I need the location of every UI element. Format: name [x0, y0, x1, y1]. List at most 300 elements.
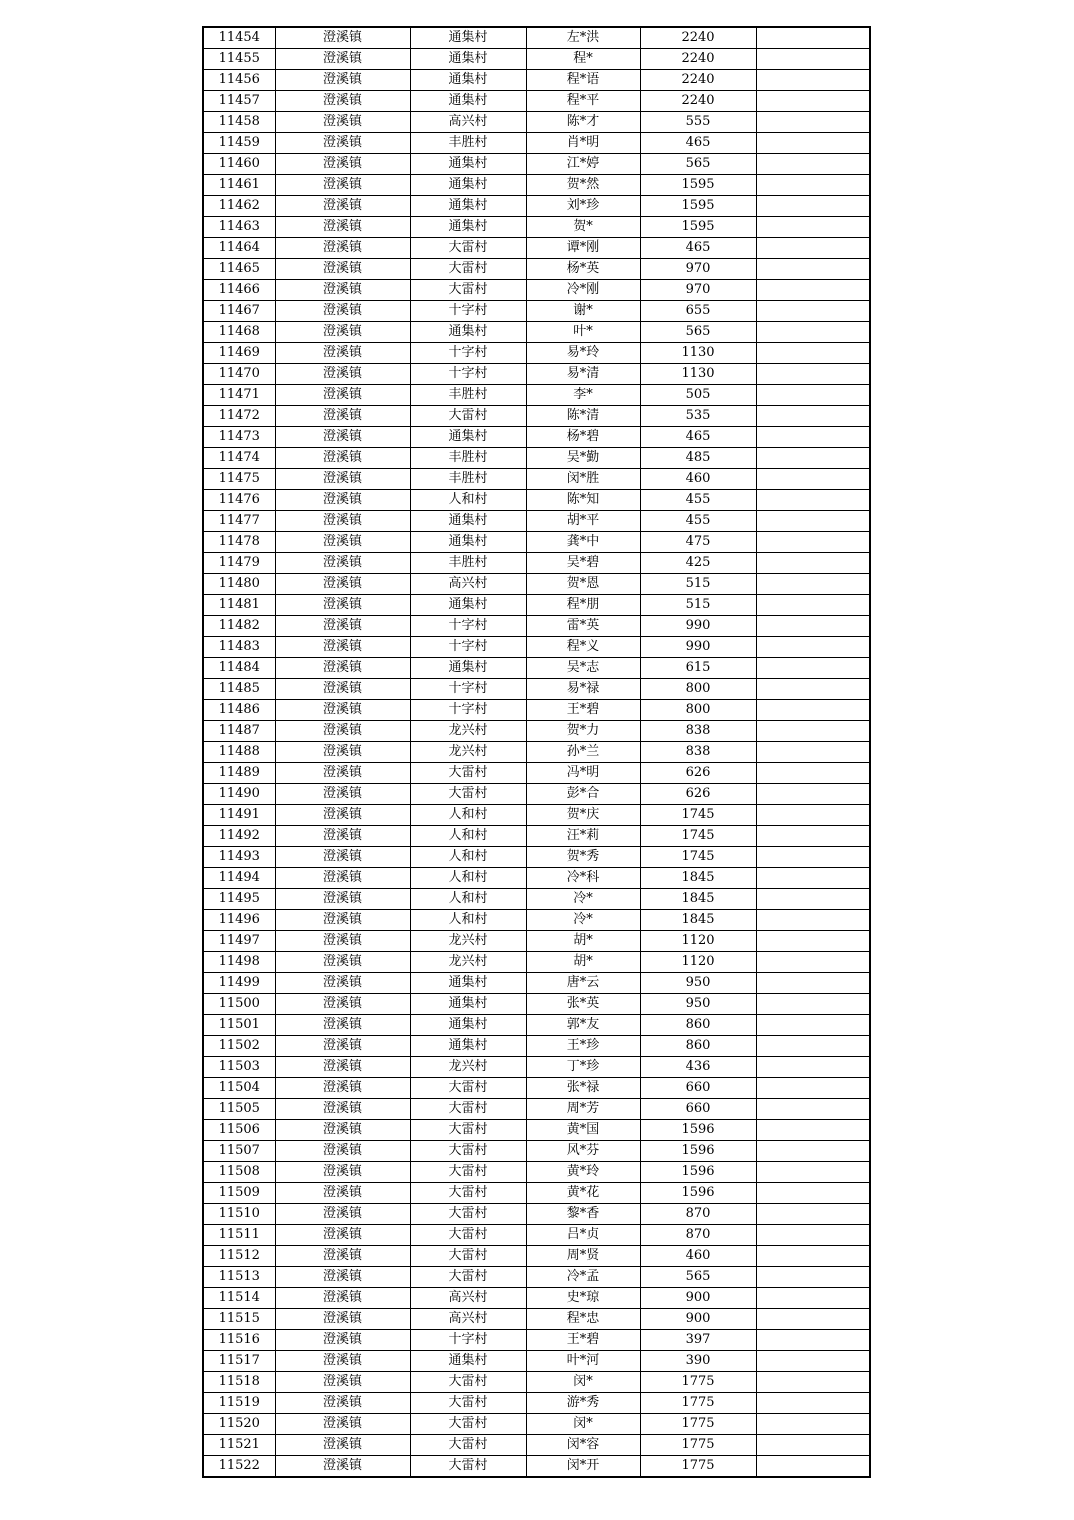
note-cell — [756, 952, 870, 973]
name-cell: 胡* — [526, 931, 640, 952]
village-cell: 丰胜村 — [410, 469, 526, 490]
village-cell: 大雷村 — [410, 1393, 526, 1414]
town-cell: 澄溪镇 — [275, 847, 410, 868]
name-cell: 冷* — [526, 910, 640, 931]
village-cell: 通集村 — [410, 658, 526, 679]
village-cell: 大雷村 — [410, 1183, 526, 1204]
village-cell: 通集村 — [410, 973, 526, 994]
amount-cell: 1775 — [640, 1372, 756, 1393]
village-cell: 人和村 — [410, 910, 526, 931]
name-cell: 易*清 — [526, 364, 640, 385]
table-row — [203, 175, 870, 196]
table-row — [203, 27, 870, 49]
serial-cell: 11463 — [203, 217, 275, 238]
amount-cell: 626 — [640, 784, 756, 805]
amount-cell: 460 — [640, 469, 756, 490]
note-cell — [756, 763, 870, 784]
town-cell: 澄溪镇 — [275, 490, 410, 511]
table-row — [203, 1393, 870, 1414]
town-cell: 澄溪镇 — [275, 1435, 410, 1456]
village-cell: 龙兴村 — [410, 742, 526, 763]
note-cell — [756, 574, 870, 595]
serial-cell: 11495 — [203, 889, 275, 910]
amount-cell: 565 — [640, 322, 756, 343]
name-cell: 闵*容 — [526, 1435, 640, 1456]
town-cell: 澄溪镇 — [275, 49, 410, 70]
name-cell: 闵* — [526, 1372, 640, 1393]
village-cell: 大雷村 — [410, 406, 526, 427]
name-cell: 贺*恩 — [526, 574, 640, 595]
table-row — [203, 1204, 870, 1225]
serial-cell: 11520 — [203, 1414, 275, 1435]
name-cell: 王*珍 — [526, 1036, 640, 1057]
amount-cell: 515 — [640, 574, 756, 595]
serial-cell: 11473 — [203, 427, 275, 448]
town-cell: 澄溪镇 — [275, 1141, 410, 1162]
serial-cell: 11512 — [203, 1246, 275, 1267]
town-cell: 澄溪镇 — [275, 1372, 410, 1393]
table-row — [203, 1351, 870, 1372]
name-cell: 冷* — [526, 889, 640, 910]
serial-cell: 11497 — [203, 931, 275, 952]
town-cell: 澄溪镇 — [275, 259, 410, 280]
town-cell: 澄溪镇 — [275, 196, 410, 217]
note-cell — [756, 1267, 870, 1288]
serial-cell: 11507 — [203, 1141, 275, 1162]
amount-cell: 900 — [640, 1288, 756, 1309]
village-cell: 人和村 — [410, 826, 526, 847]
amount-cell: 860 — [640, 1015, 756, 1036]
note-cell — [756, 112, 870, 133]
table-row — [203, 70, 870, 91]
town-cell: 澄溪镇 — [275, 1057, 410, 1078]
village-cell: 十字村 — [410, 364, 526, 385]
amount-cell: 455 — [640, 511, 756, 532]
amount-cell: 860 — [640, 1036, 756, 1057]
serial-cell: 11518 — [203, 1372, 275, 1393]
name-cell: 陈*才 — [526, 112, 640, 133]
amount-cell: 505 — [640, 385, 756, 406]
village-cell: 龙兴村 — [410, 931, 526, 952]
town-cell: 澄溪镇 — [275, 91, 410, 112]
note-cell — [756, 1288, 870, 1309]
name-cell: 陈*清 — [526, 406, 640, 427]
village-cell: 高兴村 — [410, 112, 526, 133]
table-row — [203, 700, 870, 721]
amount-cell: 950 — [640, 994, 756, 1015]
note-cell — [756, 238, 870, 259]
town-cell: 澄溪镇 — [275, 763, 410, 784]
table-row — [203, 511, 870, 532]
amount-cell: 1595 — [640, 217, 756, 238]
table-row — [203, 469, 870, 490]
note-cell — [756, 742, 870, 763]
note-cell — [756, 511, 870, 532]
note-cell — [756, 259, 870, 280]
note-cell — [756, 91, 870, 112]
table-row — [203, 1288, 870, 1309]
name-cell: 黄*玲 — [526, 1162, 640, 1183]
note-cell — [756, 658, 870, 679]
table-row — [203, 1162, 870, 1183]
table-row — [203, 112, 870, 133]
note-cell — [756, 1393, 870, 1414]
note-cell — [756, 1078, 870, 1099]
town-cell: 澄溪镇 — [275, 364, 410, 385]
note-cell — [756, 1414, 870, 1435]
note-cell — [756, 1309, 870, 1330]
note-cell — [756, 679, 870, 700]
amount-cell: 838 — [640, 742, 756, 763]
serial-cell: 11456 — [203, 70, 275, 91]
town-cell: 澄溪镇 — [275, 868, 410, 889]
note-cell — [756, 322, 870, 343]
town-cell: 澄溪镇 — [275, 616, 410, 637]
amount-cell: 870 — [640, 1225, 756, 1246]
name-cell: 黄*国 — [526, 1120, 640, 1141]
name-cell: 吴*志 — [526, 658, 640, 679]
town-cell: 澄溪镇 — [275, 700, 410, 721]
village-cell: 大雷村 — [410, 1456, 526, 1478]
table-row — [203, 1141, 870, 1162]
serial-cell: 11489 — [203, 763, 275, 784]
serial-cell: 11475 — [203, 469, 275, 490]
name-cell: 程*忠 — [526, 1309, 640, 1330]
village-cell: 大雷村 — [410, 763, 526, 784]
village-cell: 通集村 — [410, 91, 526, 112]
note-cell — [756, 616, 870, 637]
town-cell: 澄溪镇 — [275, 175, 410, 196]
table-row — [203, 1372, 870, 1393]
note-cell — [756, 637, 870, 658]
name-cell: 贺*秀 — [526, 847, 640, 868]
amount-cell: 1120 — [640, 952, 756, 973]
note-cell — [756, 931, 870, 952]
village-cell: 丰胜村 — [410, 448, 526, 469]
table-row — [203, 1036, 870, 1057]
serial-cell: 11466 — [203, 280, 275, 301]
town-cell: 澄溪镇 — [275, 1351, 410, 1372]
table-row — [203, 427, 870, 448]
town-cell: 澄溪镇 — [275, 511, 410, 532]
note-cell — [756, 1246, 870, 1267]
table-row — [203, 574, 870, 595]
name-cell: 王*碧 — [526, 1330, 640, 1351]
town-cell: 澄溪镇 — [275, 784, 410, 805]
serial-cell: 11503 — [203, 1057, 275, 1078]
serial-cell: 11460 — [203, 154, 275, 175]
table-row — [203, 448, 870, 469]
amount-cell: 1595 — [640, 196, 756, 217]
note-cell — [756, 196, 870, 217]
village-cell: 人和村 — [410, 889, 526, 910]
amount-cell: 1130 — [640, 343, 756, 364]
village-cell: 高兴村 — [410, 1288, 526, 1309]
name-cell: 游*秀 — [526, 1393, 640, 1414]
name-cell: 黎*香 — [526, 1204, 640, 1225]
amount-cell: 465 — [640, 238, 756, 259]
village-cell: 人和村 — [410, 490, 526, 511]
table-row — [203, 1414, 870, 1435]
amount-cell: 425 — [640, 553, 756, 574]
town-cell: 澄溪镇 — [275, 910, 410, 931]
table-row — [203, 994, 870, 1015]
note-cell — [756, 1372, 870, 1393]
serial-cell: 11519 — [203, 1393, 275, 1414]
village-cell: 丰胜村 — [410, 553, 526, 574]
amount-cell: 555 — [640, 112, 756, 133]
serial-cell: 11470 — [203, 364, 275, 385]
serial-cell: 11457 — [203, 91, 275, 112]
town-cell: 澄溪镇 — [275, 406, 410, 427]
serial-cell: 11517 — [203, 1351, 275, 1372]
note-cell — [756, 1099, 870, 1120]
serial-cell: 11458 — [203, 112, 275, 133]
name-cell: 冯*明 — [526, 763, 640, 784]
village-cell: 通集村 — [410, 322, 526, 343]
town-cell: 澄溪镇 — [275, 1120, 410, 1141]
serial-cell: 11482 — [203, 616, 275, 637]
name-cell: 贺*庆 — [526, 805, 640, 826]
note-cell — [756, 385, 870, 406]
note-cell — [756, 49, 870, 70]
table-row — [203, 847, 870, 868]
name-cell: 谭*刚 — [526, 238, 640, 259]
serial-cell: 11496 — [203, 910, 275, 931]
name-cell: 龚*中 — [526, 532, 640, 553]
name-cell: 汪*莉 — [526, 826, 640, 847]
name-cell: 刘*珍 — [526, 196, 640, 217]
name-cell: 贺*力 — [526, 721, 640, 742]
village-cell: 龙兴村 — [410, 721, 526, 742]
note-cell — [756, 1456, 870, 1478]
table-row — [203, 1120, 870, 1141]
note-cell — [756, 70, 870, 91]
village-cell: 大雷村 — [410, 280, 526, 301]
name-cell: 程* — [526, 49, 640, 70]
serial-cell: 11459 — [203, 133, 275, 154]
name-cell: 吴*碧 — [526, 553, 640, 574]
serial-cell: 11511 — [203, 1225, 275, 1246]
serial-cell: 11521 — [203, 1435, 275, 1456]
table-row — [203, 301, 870, 322]
serial-cell: 11471 — [203, 385, 275, 406]
town-cell: 澄溪镇 — [275, 1309, 410, 1330]
name-cell: 易*玲 — [526, 343, 640, 364]
amount-cell: 535 — [640, 406, 756, 427]
note-cell — [756, 889, 870, 910]
table-row — [203, 259, 870, 280]
village-cell: 高兴村 — [410, 1309, 526, 1330]
town-cell: 澄溪镇 — [275, 427, 410, 448]
amount-cell: 2240 — [640, 49, 756, 70]
amount-cell: 455 — [640, 490, 756, 511]
village-cell: 大雷村 — [410, 1162, 526, 1183]
village-cell: 大雷村 — [410, 1120, 526, 1141]
amount-cell: 465 — [640, 427, 756, 448]
name-cell: 闵*胜 — [526, 469, 640, 490]
serial-cell: 11514 — [203, 1288, 275, 1309]
amount-cell: 660 — [640, 1099, 756, 1120]
village-cell: 通集村 — [410, 1036, 526, 1057]
note-cell — [756, 1120, 870, 1141]
amount-cell: 2240 — [640, 27, 756, 49]
town-cell: 澄溪镇 — [275, 280, 410, 301]
town-cell: 澄溪镇 — [275, 238, 410, 259]
table-row — [203, 742, 870, 763]
name-cell: 胡*平 — [526, 511, 640, 532]
village-cell: 十字村 — [410, 343, 526, 364]
name-cell: 叶*河 — [526, 1351, 640, 1372]
table-row — [203, 343, 870, 364]
amount-cell: 1775 — [640, 1456, 756, 1478]
note-cell — [756, 1015, 870, 1036]
name-cell: 李* — [526, 385, 640, 406]
village-cell: 大雷村 — [410, 1204, 526, 1225]
note-cell — [756, 343, 870, 364]
name-cell: 杨*碧 — [526, 427, 640, 448]
village-cell: 通集村 — [410, 532, 526, 553]
name-cell: 闵* — [526, 1414, 640, 1435]
serial-cell: 11483 — [203, 637, 275, 658]
amount-cell: 800 — [640, 679, 756, 700]
note-cell — [756, 490, 870, 511]
amount-cell: 565 — [640, 1267, 756, 1288]
town-cell: 澄溪镇 — [275, 469, 410, 490]
note-cell — [756, 973, 870, 994]
amount-cell: 1596 — [640, 1162, 756, 1183]
serial-cell: 11498 — [203, 952, 275, 973]
table-row — [203, 637, 870, 658]
serial-cell: 11480 — [203, 574, 275, 595]
village-cell: 通集村 — [410, 427, 526, 448]
amount-cell: 615 — [640, 658, 756, 679]
name-cell: 程*平 — [526, 91, 640, 112]
village-cell: 大雷村 — [410, 1372, 526, 1393]
town-cell: 澄溪镇 — [275, 322, 410, 343]
name-cell: 彭*合 — [526, 784, 640, 805]
name-cell: 易*禄 — [526, 679, 640, 700]
note-cell — [756, 1330, 870, 1351]
amount-cell: 970 — [640, 259, 756, 280]
serial-cell: 11461 — [203, 175, 275, 196]
village-cell: 大雷村 — [410, 1141, 526, 1162]
serial-cell: 11462 — [203, 196, 275, 217]
serial-cell: 11474 — [203, 448, 275, 469]
name-cell: 吕*贞 — [526, 1225, 640, 1246]
table-row — [203, 658, 870, 679]
village-cell: 通集村 — [410, 511, 526, 532]
town-cell: 澄溪镇 — [275, 679, 410, 700]
amount-cell: 460 — [640, 1246, 756, 1267]
table-row — [203, 889, 870, 910]
note-cell — [756, 469, 870, 490]
table-row — [203, 805, 870, 826]
serial-cell: 11465 — [203, 259, 275, 280]
serial-cell: 11504 — [203, 1078, 275, 1099]
table-row — [203, 154, 870, 175]
table-row — [203, 1183, 870, 1204]
village-cell: 丰胜村 — [410, 133, 526, 154]
amount-cell: 485 — [640, 448, 756, 469]
amount-cell: 626 — [640, 763, 756, 784]
town-cell: 澄溪镇 — [275, 931, 410, 952]
serial-cell: 11455 — [203, 49, 275, 70]
serial-cell: 11468 — [203, 322, 275, 343]
name-cell: 程*朋 — [526, 595, 640, 616]
name-cell: 张*英 — [526, 994, 640, 1015]
note-cell — [756, 280, 870, 301]
amount-cell: 1130 — [640, 364, 756, 385]
village-cell: 通集村 — [410, 1015, 526, 1036]
amount-cell: 838 — [640, 721, 756, 742]
village-cell: 大雷村 — [410, 1078, 526, 1099]
name-cell: 张*禄 — [526, 1078, 640, 1099]
town-cell: 澄溪镇 — [275, 112, 410, 133]
village-cell: 通集村 — [410, 154, 526, 175]
note-cell — [756, 175, 870, 196]
town-cell: 澄溪镇 — [275, 1036, 410, 1057]
table-body — [203, 27, 870, 1477]
table-row — [203, 679, 870, 700]
name-cell: 陈*知 — [526, 490, 640, 511]
name-cell: 程*义 — [526, 637, 640, 658]
note-cell — [756, 27, 870, 49]
village-cell: 通集村 — [410, 175, 526, 196]
table-row — [203, 364, 870, 385]
name-cell: 丁*珍 — [526, 1057, 640, 1078]
name-cell: 闵*开 — [526, 1456, 640, 1478]
village-cell: 通集村 — [410, 1351, 526, 1372]
amount-cell: 1596 — [640, 1120, 756, 1141]
village-cell: 十字村 — [410, 301, 526, 322]
amount-cell: 2240 — [640, 91, 756, 112]
town-cell: 澄溪镇 — [275, 154, 410, 175]
serial-cell: 11509 — [203, 1183, 275, 1204]
village-cell: 十字村 — [410, 616, 526, 637]
serial-cell: 11492 — [203, 826, 275, 847]
name-cell: 肖*明 — [526, 133, 640, 154]
note-cell — [756, 805, 870, 826]
name-cell: 叶* — [526, 322, 640, 343]
amount-cell: 515 — [640, 595, 756, 616]
town-cell: 澄溪镇 — [275, 1183, 410, 1204]
town-cell: 澄溪镇 — [275, 1078, 410, 1099]
amount-cell: 2240 — [640, 70, 756, 91]
town-cell: 澄溪镇 — [275, 1414, 410, 1435]
town-cell: 澄溪镇 — [275, 27, 410, 49]
name-cell: 贺*然 — [526, 175, 640, 196]
table-row — [203, 49, 870, 70]
town-cell: 澄溪镇 — [275, 805, 410, 826]
village-cell: 通集村 — [410, 70, 526, 91]
name-cell: 黄*花 — [526, 1183, 640, 1204]
town-cell: 澄溪镇 — [275, 574, 410, 595]
town-cell: 澄溪镇 — [275, 1015, 410, 1036]
amount-cell: 990 — [640, 616, 756, 637]
town-cell: 澄溪镇 — [275, 448, 410, 469]
table-row — [203, 1246, 870, 1267]
serial-cell: 11515 — [203, 1309, 275, 1330]
serial-cell: 11486 — [203, 700, 275, 721]
note-cell — [756, 1204, 870, 1225]
name-cell: 风*芬 — [526, 1141, 640, 1162]
village-cell: 十字村 — [410, 700, 526, 721]
note-cell — [756, 133, 870, 154]
amount-cell: 390 — [640, 1351, 756, 1372]
name-cell: 王*碧 — [526, 700, 640, 721]
table-row — [203, 322, 870, 343]
